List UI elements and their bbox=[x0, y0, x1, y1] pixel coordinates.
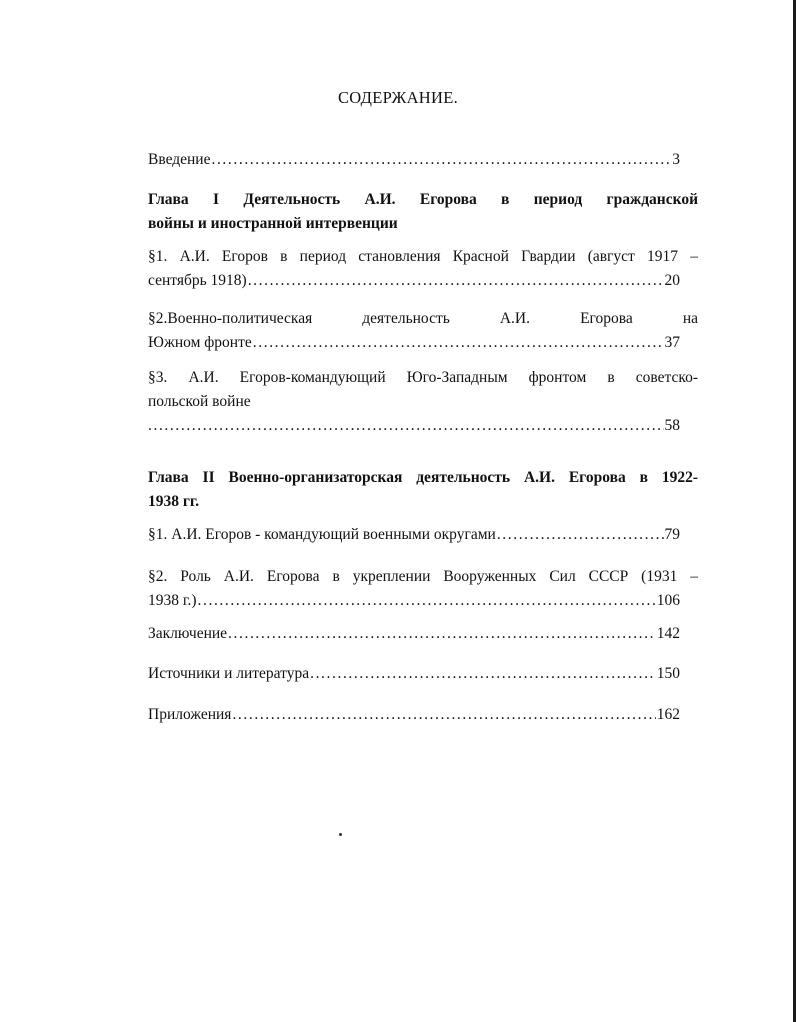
scan-speck bbox=[339, 833, 342, 836]
toc-entry-line-2: 1938 г.) bbox=[148, 592, 197, 609]
leader-dots bbox=[310, 662, 656, 686]
toc-page-number: 106 bbox=[656, 592, 680, 609]
toc-page-number: 162 bbox=[656, 706, 680, 723]
chapter-1-line-2: войны и иностранной интервенции bbox=[148, 215, 398, 232]
chapter-2-line-1: Глава II Военно-организаторская деятельность А.И. Егорова в 1922- bbox=[148, 469, 698, 486]
leader-dots bbox=[248, 269, 664, 293]
chapter-2-line-2: 1938 гг. bbox=[148, 493, 200, 510]
toc-entry-section-1-1 bbox=[148, 245, 698, 293]
toc-entry-line-1: §2. Роль А.И. Егорова в укреплении Вооруженных Сил СССР (1931 – bbox=[148, 568, 698, 585]
toc-entry-label: §1. А.И. Егоров - командующий военными округами bbox=[148, 526, 496, 543]
toc-page-number: 58 bbox=[664, 417, 680, 434]
leader-dots bbox=[148, 414, 664, 438]
toc-entry-line-1: §2.Военно-политическая деятельность А.И. Егорова на bbox=[148, 310, 698, 327]
toc-page-number: 142 bbox=[656, 625, 680, 642]
toc-entry-line-1: §1. А.И. Егоров в период становления Красной Гвардии (август 1917 – bbox=[148, 248, 698, 265]
toc-page-number: 20 bbox=[664, 272, 680, 289]
toc-entry-label: Приложения bbox=[148, 706, 232, 723]
leader-dots bbox=[232, 703, 655, 727]
toc-entry-section-1-3 bbox=[148, 366, 698, 438]
toc-heading: СОДЕРЖАНИЕ. bbox=[337, 88, 459, 107]
toc-entry-conclusion bbox=[148, 622, 680, 646]
toc-entry-intro bbox=[148, 148, 680, 172]
toc-entry-appendices bbox=[148, 703, 680, 727]
toc-entry-line-2: польской войне bbox=[148, 393, 251, 410]
toc-entry-label: Заключение bbox=[148, 625, 228, 642]
leader-dots bbox=[253, 331, 664, 355]
toc-entry-label: Введение bbox=[148, 151, 211, 168]
leader-dots bbox=[198, 589, 656, 613]
toc-entry-section-1-2 bbox=[148, 307, 698, 355]
chapter-2-heading bbox=[148, 466, 698, 514]
leader-dots bbox=[497, 523, 664, 547]
chapter-1-line-1: Глава I Деятельность А.И. Егорова в период гражданской bbox=[148, 191, 698, 208]
leader-dots bbox=[211, 148, 671, 172]
toc-page-number: 150 bbox=[656, 665, 680, 682]
toc-entry-sources bbox=[148, 662, 680, 686]
leader-dots bbox=[228, 622, 656, 646]
toc-entry-label: Источники и литература bbox=[148, 665, 310, 682]
toc-entry-line-1: §3. А.И. Егоров-командующий Юго-Западным фронтом в советско- bbox=[148, 369, 698, 386]
toc-page-number: 3 bbox=[672, 151, 680, 168]
toc-page-number: 79 bbox=[664, 526, 680, 543]
toc-entry-section-2-1 bbox=[148, 523, 680, 547]
toc-entry-line-2: сентябрь 1918) bbox=[148, 272, 247, 289]
toc-entry-line-2: Южном фронте bbox=[148, 334, 252, 351]
toc-entry-section-2-2 bbox=[148, 565, 698, 613]
toc-page-number: 37 bbox=[664, 334, 680, 351]
chapter-1-heading bbox=[148, 188, 698, 236]
